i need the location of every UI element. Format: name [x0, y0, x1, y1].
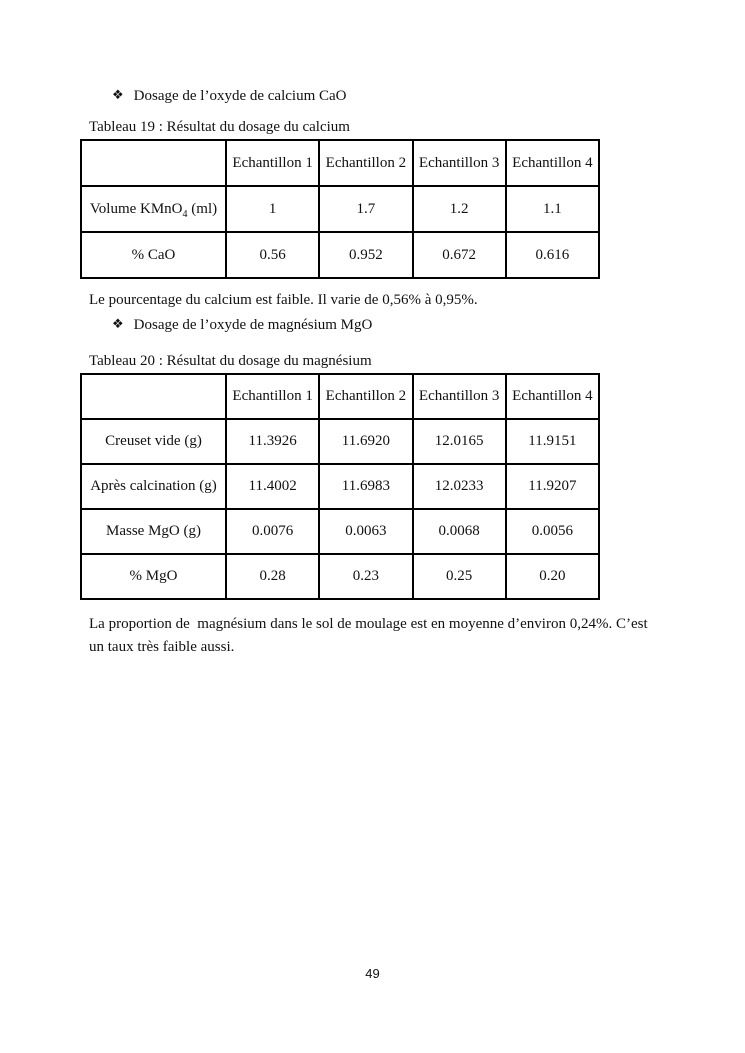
- table20-col-header: Echantillon 3: [413, 374, 506, 419]
- heading-mgo: [112, 317, 372, 334]
- table20-row-pct-mgo: [81, 554, 599, 599]
- table19-col-header: Echantillon 1: [226, 140, 319, 186]
- table20-col-header: Echantillon 1: [226, 374, 319, 419]
- row-label-text: (ml): [187, 200, 218, 217]
- table19-row-volume: [81, 186, 599, 232]
- table19-cell: 1.2: [413, 186, 506, 232]
- table20-corner-cell: [81, 374, 226, 419]
- diamond-bullet-icon: ❖: [112, 317, 124, 332]
- table20-cell: 0.23: [319, 554, 412, 599]
- table19-row-label: % CaO: [81, 232, 226, 278]
- diamond-bullet-icon: ❖: [112, 88, 124, 103]
- cao-note: Le pourcentage du calcium est faible. Il varie de 0,56% à 0,95%.: [89, 292, 478, 308]
- table19-row-label: [81, 186, 226, 232]
- table19-cell: 1: [226, 186, 319, 232]
- table19-col-header: Echantillon 3: [413, 140, 506, 186]
- table20-cell: 11.6920: [319, 419, 412, 464]
- table20-cell: 12.0233: [413, 464, 506, 509]
- table20-row-creuset: [81, 419, 599, 464]
- table19-row-cao: [81, 232, 599, 278]
- table20-cell: 11.9207: [506, 464, 599, 509]
- table19-cell: 0.672: [413, 232, 506, 278]
- table20-cell: 12.0165: [413, 419, 506, 464]
- table20-cell: 0.20: [506, 554, 599, 599]
- table20-cell: 11.4002: [226, 464, 319, 509]
- table20-cell: 11.9151: [506, 419, 599, 464]
- table20-row-label: Creuset vide (g): [81, 419, 226, 464]
- mgo-conclusion-line2: un taux très faible aussi.: [89, 639, 235, 655]
- table20: [80, 373, 600, 600]
- heading-mgo-text: Dosage de l’oxyde de magnésium MgO: [133, 317, 373, 333]
- table19-col-header: Echantillon 2: [319, 140, 412, 186]
- table20-cell: 0.28: [226, 554, 319, 599]
- table20-cell: 0.0056: [506, 509, 599, 554]
- mgo-conclusion: [89, 613, 669, 659]
- table19-caption: Tableau 19 : Résultat du dosage du calcium: [89, 119, 350, 135]
- table20-row-label: Masse MgO (g): [81, 509, 226, 554]
- table20-row-label: % MgO: [81, 554, 226, 599]
- table19-header-row: [81, 140, 599, 186]
- table20-caption: Tableau 20 : Résultat du dosage du magnésium: [89, 353, 372, 369]
- table20-cell: 0.25: [413, 554, 506, 599]
- page-number: 49: [365, 966, 380, 981]
- table20-cell: 0.0068: [413, 509, 506, 554]
- table19-cell: 0.56: [226, 232, 319, 278]
- table19-col-header: Echantillon 4: [506, 140, 599, 186]
- table20-row-label: Après calcination (g): [81, 464, 226, 509]
- table20-row-masse: [81, 509, 599, 554]
- table19-cell: 0.616: [506, 232, 599, 278]
- table20-cell: 0.0076: [226, 509, 319, 554]
- subscript: 4: [182, 208, 188, 220]
- table20-cell: 11.6983: [319, 464, 412, 509]
- table20-col-header: Echantillon 4: [506, 374, 599, 419]
- table20-header-row: [81, 374, 599, 419]
- table19-corner-cell: [81, 140, 226, 186]
- table20-col-header: Echantillon 2: [319, 374, 412, 419]
- table20-cell: 0.0063: [319, 509, 412, 554]
- table19-cell: 0.952: [319, 232, 412, 278]
- heading-cao: [112, 88, 347, 105]
- row-label-text: Volume KMnO: [89, 200, 183, 217]
- table20-row-calcination: [81, 464, 599, 509]
- table19-cell: 1.7: [319, 186, 412, 232]
- heading-cao-text: Dosage de l’oxyde de calcium CaO: [133, 88, 347, 104]
- table20-cell: 11.3926: [226, 419, 319, 464]
- table19-cell: 1.1: [506, 186, 599, 232]
- table19: [80, 139, 600, 279]
- mgo-conclusion-line1: La proportion de magnésium dans le sol de moulage est en moyenne d’environ 0,24%. C’est: [89, 616, 648, 632]
